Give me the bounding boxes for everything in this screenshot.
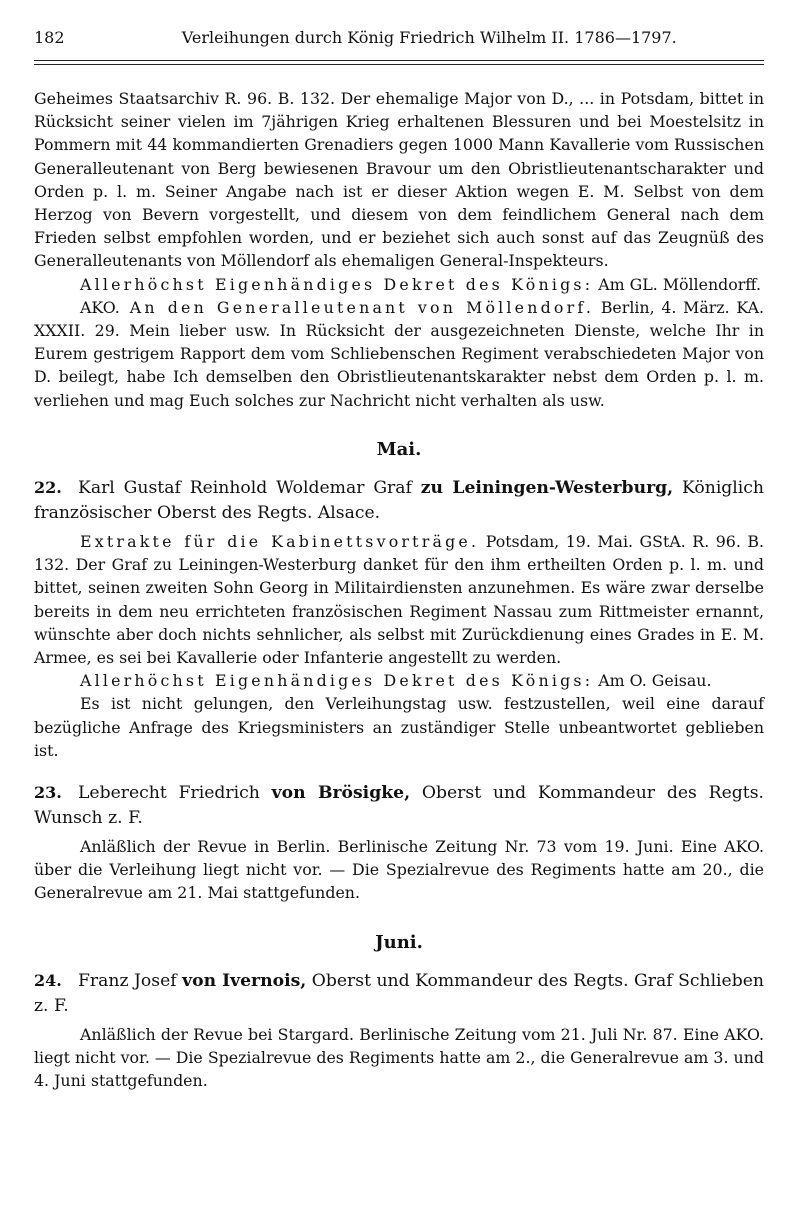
decree-label: Allerhöchst Eigenhändiges Dekret des Königs:	[80, 274, 594, 294]
ako-text: Berlin, 4. März. KA. XXXII. 29. Mein lieber usw. In Rücksicht der ausgezeichneten Dienste, welche Ihr in Eurem gestrigem Rapport dem vom Schliebenschen Regiment verabschiedeten Major von D. beilegt, habe Ich demselben den Obristlieutenantskarakter nebst dem Orden p. l. m. verliehen und mag Euch solches zur Nachricht nicht verhalten als usw.	[34, 297, 765, 410]
entry-23-text: Anläßlich der Revue in Berlin. Berlinische Zeitung Nr. 73 vom 19. Juni. Eine AKO. über die Verleihung liegt nicht vor. — Die Spezialrevue des Regiments hatte am 20., die Generalrevue am 21. Mai stattgefunden.	[34, 837, 764, 903]
page-number: 182	[34, 28, 65, 47]
running-header	[34, 26, 764, 54]
ako-label: AKO.	[80, 297, 120, 317]
running-title: Verleihungen durch König Friedrich Wilhelm II. 1786—1797.	[181, 28, 677, 47]
decree-text: Am GL. Möllendorff.	[593, 274, 761, 294]
entry-22-decree	[34, 669, 764, 692]
entry-22-note: Es ist nicht gelungen, den Verleihungstag usw. festzustellen, weil eine darauf bezügliche Anfrage des Kriegsministers an zuständiger Stelle unbeantwortet geblieben ist.	[34, 694, 764, 760]
entry-name-bold: von Brösigke,	[271, 783, 411, 804]
document-page	[34, 26, 764, 1093]
entry-rank: Oberst und Kommandeur des Regts. Wunsch z. F.	[34, 783, 764, 829]
header-rule-thin	[34, 64, 764, 65]
intro-decree	[34, 273, 764, 296]
entry-name: Karl Gustaf Reinhold Woldemar Graf	[78, 478, 421, 499]
entry-24-text: Anläßlich der Revue bei Stargard. Berlinische Zeitung vom 21. Juli Nr. 87. Eine AKO. liegt nicht vor. — Die Spezialrevue des Regiments hatte am 2., die Generalrevue am 3. und 4. Juni stattgefunden.	[34, 1024, 764, 1091]
month-heading-juni: Juni.	[375, 931, 423, 953]
extract-label: Extrakte für die Kabinettsvorträge.	[80, 532, 480, 552]
entry-number: 22.	[34, 478, 62, 498]
entry-22-extract	[34, 530, 764, 669]
entry-number: 23.	[34, 783, 62, 803]
intro-paragraph: Geheimes Staatsarchiv R. 96. B. 132. Der ehemalige Major von D., ... in Potsdam, bittet in Rücksicht seiner vielen im 7jährigen Krieg erhaltenen Blessuren und bei Moestelsitz in Pommern mit 44 kommandierten Grenadiers gegen 1000 Mann Kavallerie vom Russischen Generalleutenant von Berg bewiesenen Bravour um den Obristlieutenantscharakter und Orden p. l. m. Seiner Angabe nach ist er dieser Aktion wegen E. M. Selbst von dem Herzog von Bevern vorgestellt, und diesem von dem feindlichem General nach dem Frieden selbst empfohlen worden, und er beziehet sich auch sonst auf das Zeugnüß des Generalleutenants von Möllendorf als ehemaligen General-Inspekteurs.	[34, 89, 764, 271]
entry-name-bold: von Ivernois,	[182, 970, 307, 991]
entry-24-heading	[34, 968, 764, 1019]
decree-text: Am O. Geisau.	[593, 671, 712, 691]
entry-number: 24.	[34, 970, 62, 990]
entry-23-heading	[34, 780, 764, 831]
entry-name-bold: zu Leiningen-Westerburg,	[420, 478, 674, 499]
ako-addressee: An den Generalleutenant von Möllendorf.	[119, 297, 595, 317]
entry-name: Franz Josef	[78, 970, 183, 991]
entry-22-heading	[34, 475, 764, 526]
entry-name: Leberecht Friedrich	[78, 783, 272, 804]
header-rule-thick	[34, 60, 764, 61]
entry-rank: Oberst und Kommandeur des Regts. Graf Schlieben z. F.	[34, 970, 764, 1016]
decree-label: Allerhöchst Eigenhändiges Dekret des Königs:	[80, 671, 594, 691]
extract-text: Potsdam, 19. Mai. GStA. R. 96. B. 132. Der Graf zu Leiningen-Westerburg danket für den ihm ertheilten Orden p. l. m. und bittet, seinen zweiten Sohn Georg in Militairdiensten anzunehmen. Es wäre zwar derselbe bereits in dem neu errichteten französischen Regiment Nassau zum Rittmeister ernannt, wünschte aber doch nichts sehnlicher, als selbst mit Zurückdienung eines Grades in E. M. Armee, es sei bei Kavallerie oder Infanterie angestellt zu werden.	[34, 532, 765, 668]
intro-ako	[34, 296, 764, 412]
month-heading-mai: Mai.	[376, 438, 422, 460]
entry-rank: Königlich französischer Oberst des Regts. Alsace.	[34, 478, 765, 524]
